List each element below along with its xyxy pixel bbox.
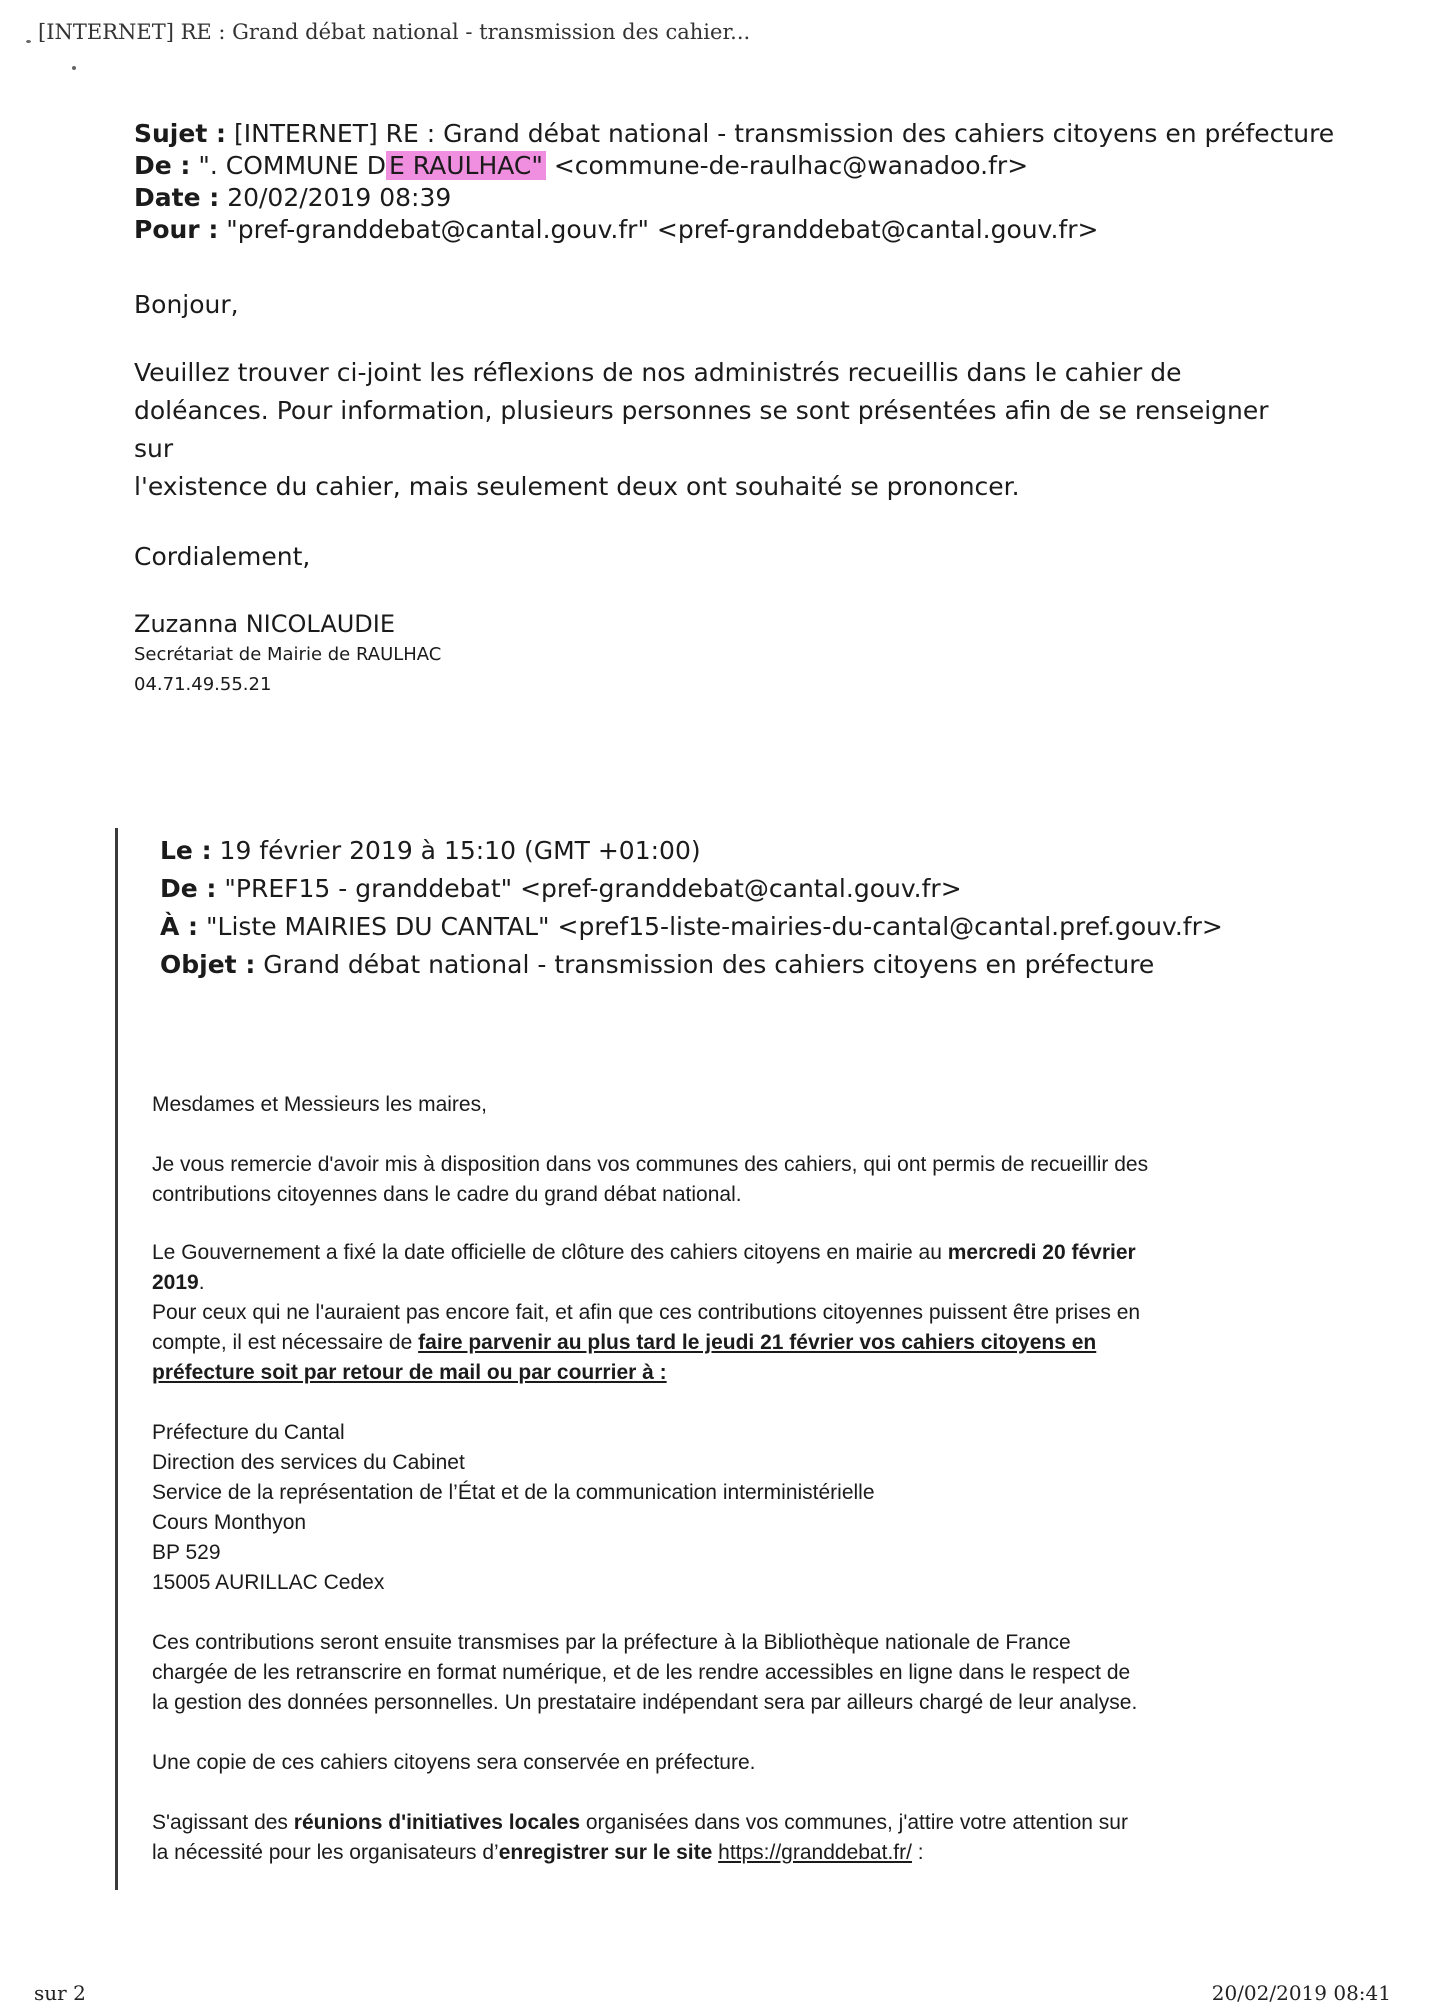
text-line: chargée de les retranscrire en format numérique, et de les rendre accessibles en ligne dans le respect de xyxy=(152,1661,1131,1684)
fwd-to-label: À : xyxy=(160,912,199,941)
forwarded-message xyxy=(115,828,1318,1890)
paragraph-copy: Une copie de ces cahiers citoyens sera conservée en préfecture. xyxy=(152,1751,756,1774)
deadline-year: 2019 xyxy=(152,1271,199,1294)
text-line xyxy=(152,1268,1292,1298)
text-segment: S'agissant des xyxy=(152,1811,294,1834)
granddebat-link[interactable]: https://granddebat.fr/ xyxy=(718,1841,912,1864)
subject-line xyxy=(134,118,1335,150)
deadline-date: mercredi 20 février xyxy=(947,1241,1136,1264)
reply-body xyxy=(134,354,1314,506)
fwd-to-value: "Liste MAIRIES DU CANTAL" <pref15-liste-mairies-du-cantal@cantal.pref.gouv.fr> xyxy=(206,912,1223,941)
text-segment: organisées dans vos communes, j'attire votre attention sur xyxy=(580,1811,1128,1834)
scan-speck xyxy=(72,66,76,70)
text-line: Je vous remercie d'avoir mis à disposition dans vos communes des cahiers, qui ont permis de recueillir des xyxy=(152,1153,1149,1176)
fwd-from-label: De : xyxy=(160,874,217,903)
date-line xyxy=(134,182,1314,214)
signature-phone: 04.71.49.55.21 xyxy=(134,674,272,695)
date-label: Date : xyxy=(134,183,220,212)
salutation: Mesdames et Messieurs les maires, xyxy=(152,1093,487,1116)
forwarded-header xyxy=(160,832,1223,984)
text-line xyxy=(152,1238,1292,1268)
fwd-to-line xyxy=(160,908,1223,946)
text-segment: Le Gouvernement a fixé la date officielle de clôture des cahiers citoyens en mairie au xyxy=(152,1241,948,1264)
fwd-subject-label: Objet : xyxy=(160,950,256,979)
greeting: Bonjour, xyxy=(134,290,239,319)
text-line xyxy=(152,1838,1292,1868)
paragraph-bnf xyxy=(152,1628,1292,1718)
emphasis-underlined: faire parvenir au plus tard le jeudi 21 février vos cahiers citoyens en xyxy=(418,1331,1097,1354)
page-count: sur 2 xyxy=(34,1981,86,2005)
paragraph-thanks xyxy=(152,1150,1292,1210)
address-line: 15005 AURILLAC Cedex xyxy=(152,1571,385,1594)
fwd-date-line xyxy=(160,832,1223,870)
signature-name: Zuzanna NICOLAUDIE xyxy=(134,610,396,638)
address-line: Direction des services du Cabinet xyxy=(152,1451,465,1474)
date-value: 20/02/2019 08:39 xyxy=(227,183,452,212)
subject-value: [INTERNET] RE : Grand débat national - transmission des cahiers citoyens en préfecture xyxy=(233,119,1335,148)
text-line: la gestion des données personnelles. Un prestataire indépendant sera par ailleurs chargé de leur analyse. xyxy=(152,1691,1138,1714)
from-line xyxy=(134,150,1314,182)
page-header: [INTERNET] RE : Grand débat national - transmission des cahier... xyxy=(38,20,751,44)
subject-label: Sujet : xyxy=(134,119,226,148)
postal-address xyxy=(152,1418,1292,1598)
text-segment: compte, il est nécessaire de xyxy=(152,1331,419,1354)
from-label: De : xyxy=(134,151,191,180)
to-value: "pref-granddebat@cantal.gouv.fr" <pref-granddebat@cantal.gouv.fr> xyxy=(226,215,1099,244)
text-segment: la nécessité pour les organisateurs d’ xyxy=(152,1841,499,1864)
emphasis-underlined: préfecture soit par retour de mail ou par courrier à : xyxy=(152,1361,667,1384)
address-line: Préfecture du Cantal xyxy=(152,1421,345,1444)
signature-role: Secrétariat de Mairie de RAULHAC xyxy=(134,644,442,665)
text-segment: . xyxy=(198,1271,205,1294)
address-line: Cours Monthyon xyxy=(152,1511,307,1534)
to-label: Pour : xyxy=(134,215,219,244)
text-line xyxy=(152,1358,1292,1388)
fwd-subject-value: Grand débat national - transmission des cahiers citoyens en préfecture xyxy=(263,950,1155,979)
to-line xyxy=(134,214,1314,246)
emphasis-bold: enregistrer sur le site xyxy=(498,1841,713,1864)
reply-email xyxy=(134,118,1335,700)
address-line: BP 529 xyxy=(152,1541,221,1564)
fwd-date-value: 19 février 2019 à 15:10 (GMT +01:00) xyxy=(219,836,701,865)
text-line xyxy=(152,1808,1292,1838)
address-line: Service de la représentation de l’État et de la communication interministérielle xyxy=(152,1481,875,1504)
forwarded-body xyxy=(152,1090,1292,1868)
fwd-subject-line xyxy=(160,946,1223,984)
paragraph-deadline xyxy=(152,1238,1292,1388)
signature xyxy=(134,608,1314,700)
text-line: Ces contributions seront ensuite transmises par la préfecture à la Bibliothèque nationale de France xyxy=(152,1631,1071,1654)
fwd-from-line xyxy=(160,870,1223,908)
body-line: doléances. Pour information, plusieurs personnes se sont présentées afin de se renseigner sur xyxy=(134,396,1269,463)
text-line: contributions citoyennes dans le cadre du grand débat national. xyxy=(152,1183,742,1206)
scan-speck xyxy=(26,40,31,43)
from-email: <commune-de-raulhac@wanadoo.fr> xyxy=(553,151,1029,180)
body-line: Veuillez trouver ci-joint les réflexions de nos administrés recueillis dans le cahier de xyxy=(134,358,1182,387)
text-line: Pour ceux qui ne l'auraient pas encore fait, et afin que ces contributions citoyennes puissent être prises en xyxy=(152,1301,1141,1324)
highlighted-sender: E RAULHAC" xyxy=(386,151,546,180)
text-segment: : xyxy=(911,1841,924,1864)
fwd-from-value: "PREF15 - granddebat" <pref-granddebat@cantal.gouv.fr> xyxy=(224,874,962,903)
emphasis-bold: réunions d'initiatives locales xyxy=(293,1811,581,1834)
from-name: ". COMMUNE D xyxy=(198,151,387,180)
fwd-date-label: Le : xyxy=(160,836,212,865)
print-timestamp: 20/02/2019 08:41 xyxy=(1211,1981,1391,2005)
text-line xyxy=(152,1328,1292,1358)
paragraph-local-meetings xyxy=(152,1808,1292,1868)
body-line: l'existence du cahier, mais seulement deux ont souhaité se prononcer. xyxy=(134,472,1020,501)
closing: Cordialement, xyxy=(134,542,311,571)
